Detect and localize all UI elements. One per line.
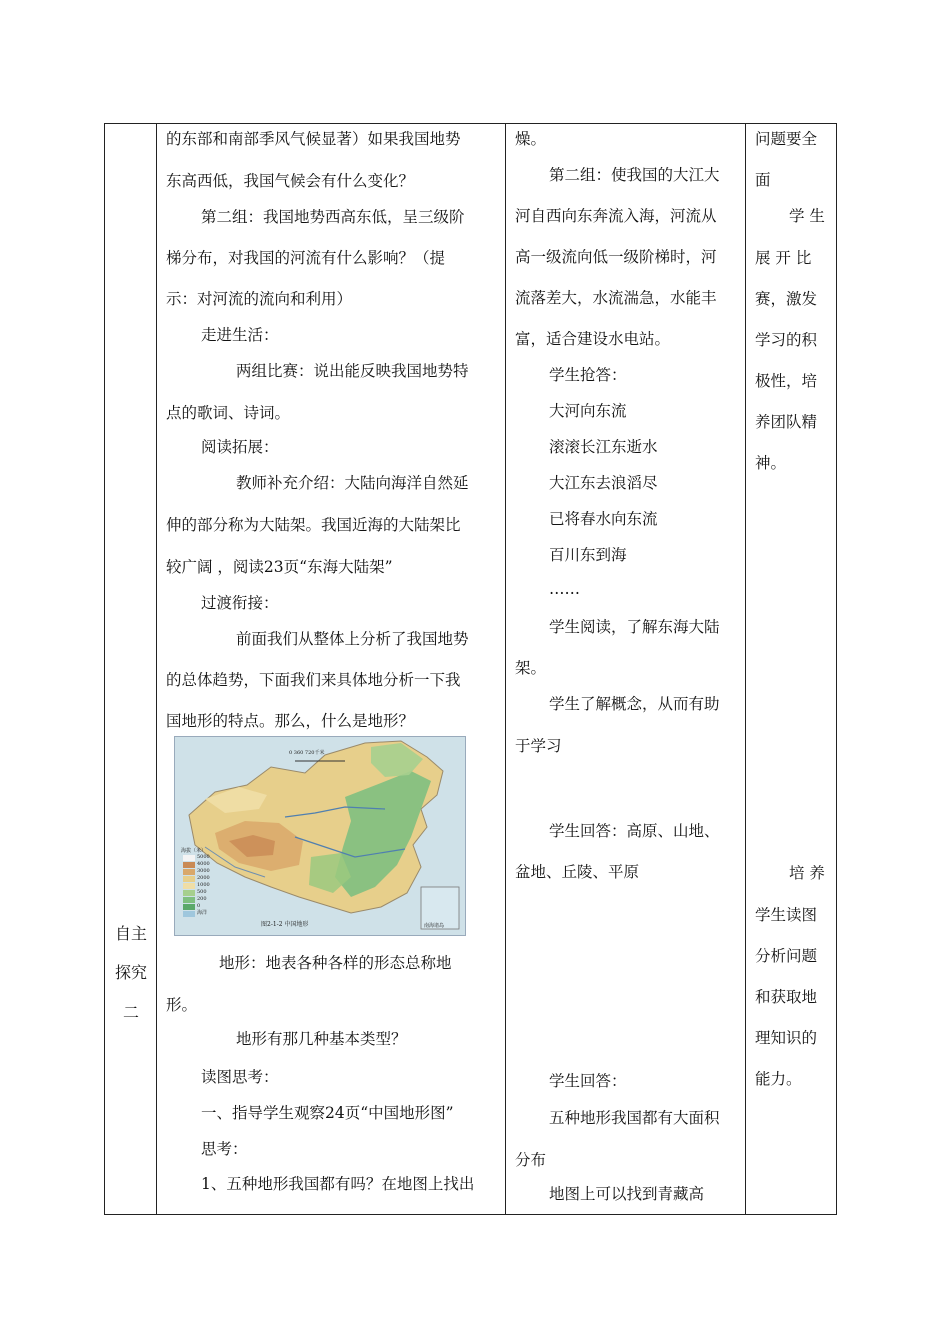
teacher-text-line: 梯分布，对我国的河流有什么影响？（提 bbox=[166, 249, 446, 267]
teacher-text-line: 东高西低，我国气候会有什么变化？ bbox=[166, 172, 415, 190]
intent-text-line: 分析问题 bbox=[755, 947, 818, 965]
intent-text-line: 和获取地 bbox=[755, 988, 818, 1006]
legend-swatch bbox=[183, 883, 195, 889]
section-label-line: 探究 bbox=[114, 963, 147, 982]
student-text-line: 河自西向东奔流入海，河流从 bbox=[515, 207, 717, 225]
intent-text-line: 赛，激发 bbox=[755, 290, 818, 308]
legend-swatch bbox=[183, 904, 195, 910]
student-text-line: 燥。 bbox=[515, 130, 547, 148]
section-label-line: 自主 bbox=[114, 924, 147, 943]
teacher-text-line: 点的歌词、诗词。 bbox=[166, 404, 291, 422]
teacher-text-line: 国地形的特点。那么，什么是地形？ bbox=[166, 712, 415, 730]
teacher-text-line: 阅读拓展： bbox=[201, 438, 279, 456]
teacher-text-line: 第二组：我国地势西高东低，呈三级阶 bbox=[201, 208, 465, 226]
section-label-column bbox=[105, 124, 156, 1214]
teacher-text-line: 的东部和南部季风气候显著）如果我国地势 bbox=[166, 130, 461, 148]
student-text-line: 分布 bbox=[515, 1151, 547, 1169]
lesson-table bbox=[104, 123, 837, 1215]
section-label-line: 二 bbox=[122, 1003, 139, 1022]
legend-value: 3000 bbox=[197, 868, 210, 874]
intent-text-line: 培 养 bbox=[789, 864, 825, 882]
map-graphic bbox=[175, 737, 465, 935]
student-text-line: 地图上可以找到青藏高 bbox=[549, 1185, 705, 1203]
legend-value: 2000 bbox=[197, 875, 210, 881]
map-inset-label: 南海诸岛 bbox=[424, 923, 445, 929]
legend-value: 1000 bbox=[197, 882, 210, 888]
legend-value: 500 bbox=[197, 889, 207, 895]
map-legend-values bbox=[197, 854, 210, 917]
student-activity-column bbox=[506, 124, 745, 1214]
teacher-text-line: 较广阔 ，阅读23页“东海大陆架” bbox=[166, 558, 393, 576]
teacher-text-line: 的总体趋势，下面我们来具体地分析一下我 bbox=[166, 671, 461, 689]
legend-swatch bbox=[183, 869, 195, 875]
student-text-line: 五种地形我国都有大面积 bbox=[549, 1109, 720, 1127]
teacher-text-line: 教师补充介绍：大陆向海洋自然延 bbox=[236, 474, 469, 492]
student-text-line: 滚滚长江东逝水 bbox=[549, 438, 658, 456]
teacher-text-line: 前面我们从整体上分析了我国地势 bbox=[236, 630, 469, 648]
map-legend-title: 海拔（米） bbox=[181, 848, 207, 854]
legend-value: 5000 bbox=[197, 854, 210, 860]
student-text-line: …… bbox=[549, 580, 580, 598]
teacher-text-line: 两组比赛：说出能反映我国地势特 bbox=[236, 362, 469, 380]
legend-swatch bbox=[183, 876, 195, 882]
student-text-line: 学生回答： bbox=[549, 1072, 627, 1090]
legend-swatch bbox=[183, 911, 195, 917]
teacher-text-line: 一、指导学生观察24页“中国地形图” bbox=[201, 1104, 454, 1122]
map-scale-label: 0 360 720千米 bbox=[289, 750, 325, 756]
teacher-text-line: 走进生活： bbox=[201, 326, 279, 344]
student-text-line: 学生抢答： bbox=[549, 366, 627, 384]
student-text-line: 第二组：使我国的大江大 bbox=[549, 166, 720, 184]
intent-text-line: 学生读图 bbox=[755, 906, 818, 924]
intent-text-line: 能力。 bbox=[755, 1070, 802, 1088]
intent-text-line: 极性，培 bbox=[755, 372, 818, 390]
student-text-line: 已将春水向东流 bbox=[549, 510, 658, 528]
student-text-line: 学生回答：高原、山地、 bbox=[549, 822, 720, 840]
china-topographic-map bbox=[174, 736, 466, 936]
student-text-line: 大河向东流 bbox=[549, 402, 627, 420]
teacher-text-line: 过渡衔接： bbox=[201, 594, 279, 612]
teacher-activity-column bbox=[157, 124, 505, 1214]
teacher-text-line: 1、五种地形我国都有吗？在地图上找出 bbox=[201, 1175, 475, 1193]
student-text-line: 流落差大，水流湍急，水能丰 bbox=[515, 289, 717, 307]
teacher-text-line: 形。 bbox=[166, 996, 198, 1014]
teacher-text-line: 地形：地表各种各样的形态总称地 bbox=[219, 954, 452, 972]
design-intent-column bbox=[746, 124, 838, 1214]
student-text-line: 富，适合建设水电站。 bbox=[515, 330, 671, 348]
teacher-text-line: 示：对河流的流向和利用） bbox=[166, 290, 353, 308]
legend-swatch bbox=[183, 897, 195, 903]
legend-value: 4000 bbox=[197, 861, 210, 867]
teacher-text-line: 思考： bbox=[201, 1140, 248, 1158]
intent-text-line: 学习的积 bbox=[755, 331, 818, 349]
intent-text-line: 展 开 比 bbox=[755, 249, 812, 267]
legend-swatch bbox=[183, 855, 195, 861]
student-text-line: 盆地、丘陵、平原 bbox=[515, 863, 640, 881]
intent-text-line: 面 bbox=[755, 171, 771, 189]
intent-text-line: 学 生 bbox=[789, 207, 825, 225]
student-text-line: 学生了解概念，从而有助 bbox=[549, 695, 720, 713]
intent-text-line: 养团队精 bbox=[755, 413, 818, 431]
teacher-text-line: 读图思考： bbox=[201, 1068, 279, 1086]
legend-value: 200 bbox=[197, 896, 207, 902]
student-text-line: 百川东到海 bbox=[549, 546, 627, 564]
intent-text-line: 神。 bbox=[755, 454, 787, 472]
teacher-text-line: 地形有那几种基本类型？ bbox=[236, 1030, 407, 1048]
teacher-text-line: 伸的部分称为大陆架。我国近海的大陆架比 bbox=[166, 516, 461, 534]
intent-text-line: 问题要全 bbox=[755, 130, 818, 148]
legend-value: 海洋 bbox=[197, 910, 208, 916]
legend-swatch bbox=[183, 890, 195, 896]
legend-swatch bbox=[183, 862, 195, 868]
student-text-line: 高一级流向低一级阶梯时，河 bbox=[515, 248, 717, 266]
student-text-line: 学生阅读，了解东海大陆 bbox=[549, 618, 720, 636]
student-text-line: 架。 bbox=[515, 659, 547, 677]
student-text-line: 于学习 bbox=[515, 737, 562, 755]
legend-value: 0 bbox=[197, 903, 201, 909]
student-text-line: 大江东去浪滔尽 bbox=[549, 474, 658, 492]
intent-text-line: 理知识的 bbox=[755, 1029, 818, 1047]
map-caption: 图2-1-2 中国地形 bbox=[261, 921, 309, 928]
